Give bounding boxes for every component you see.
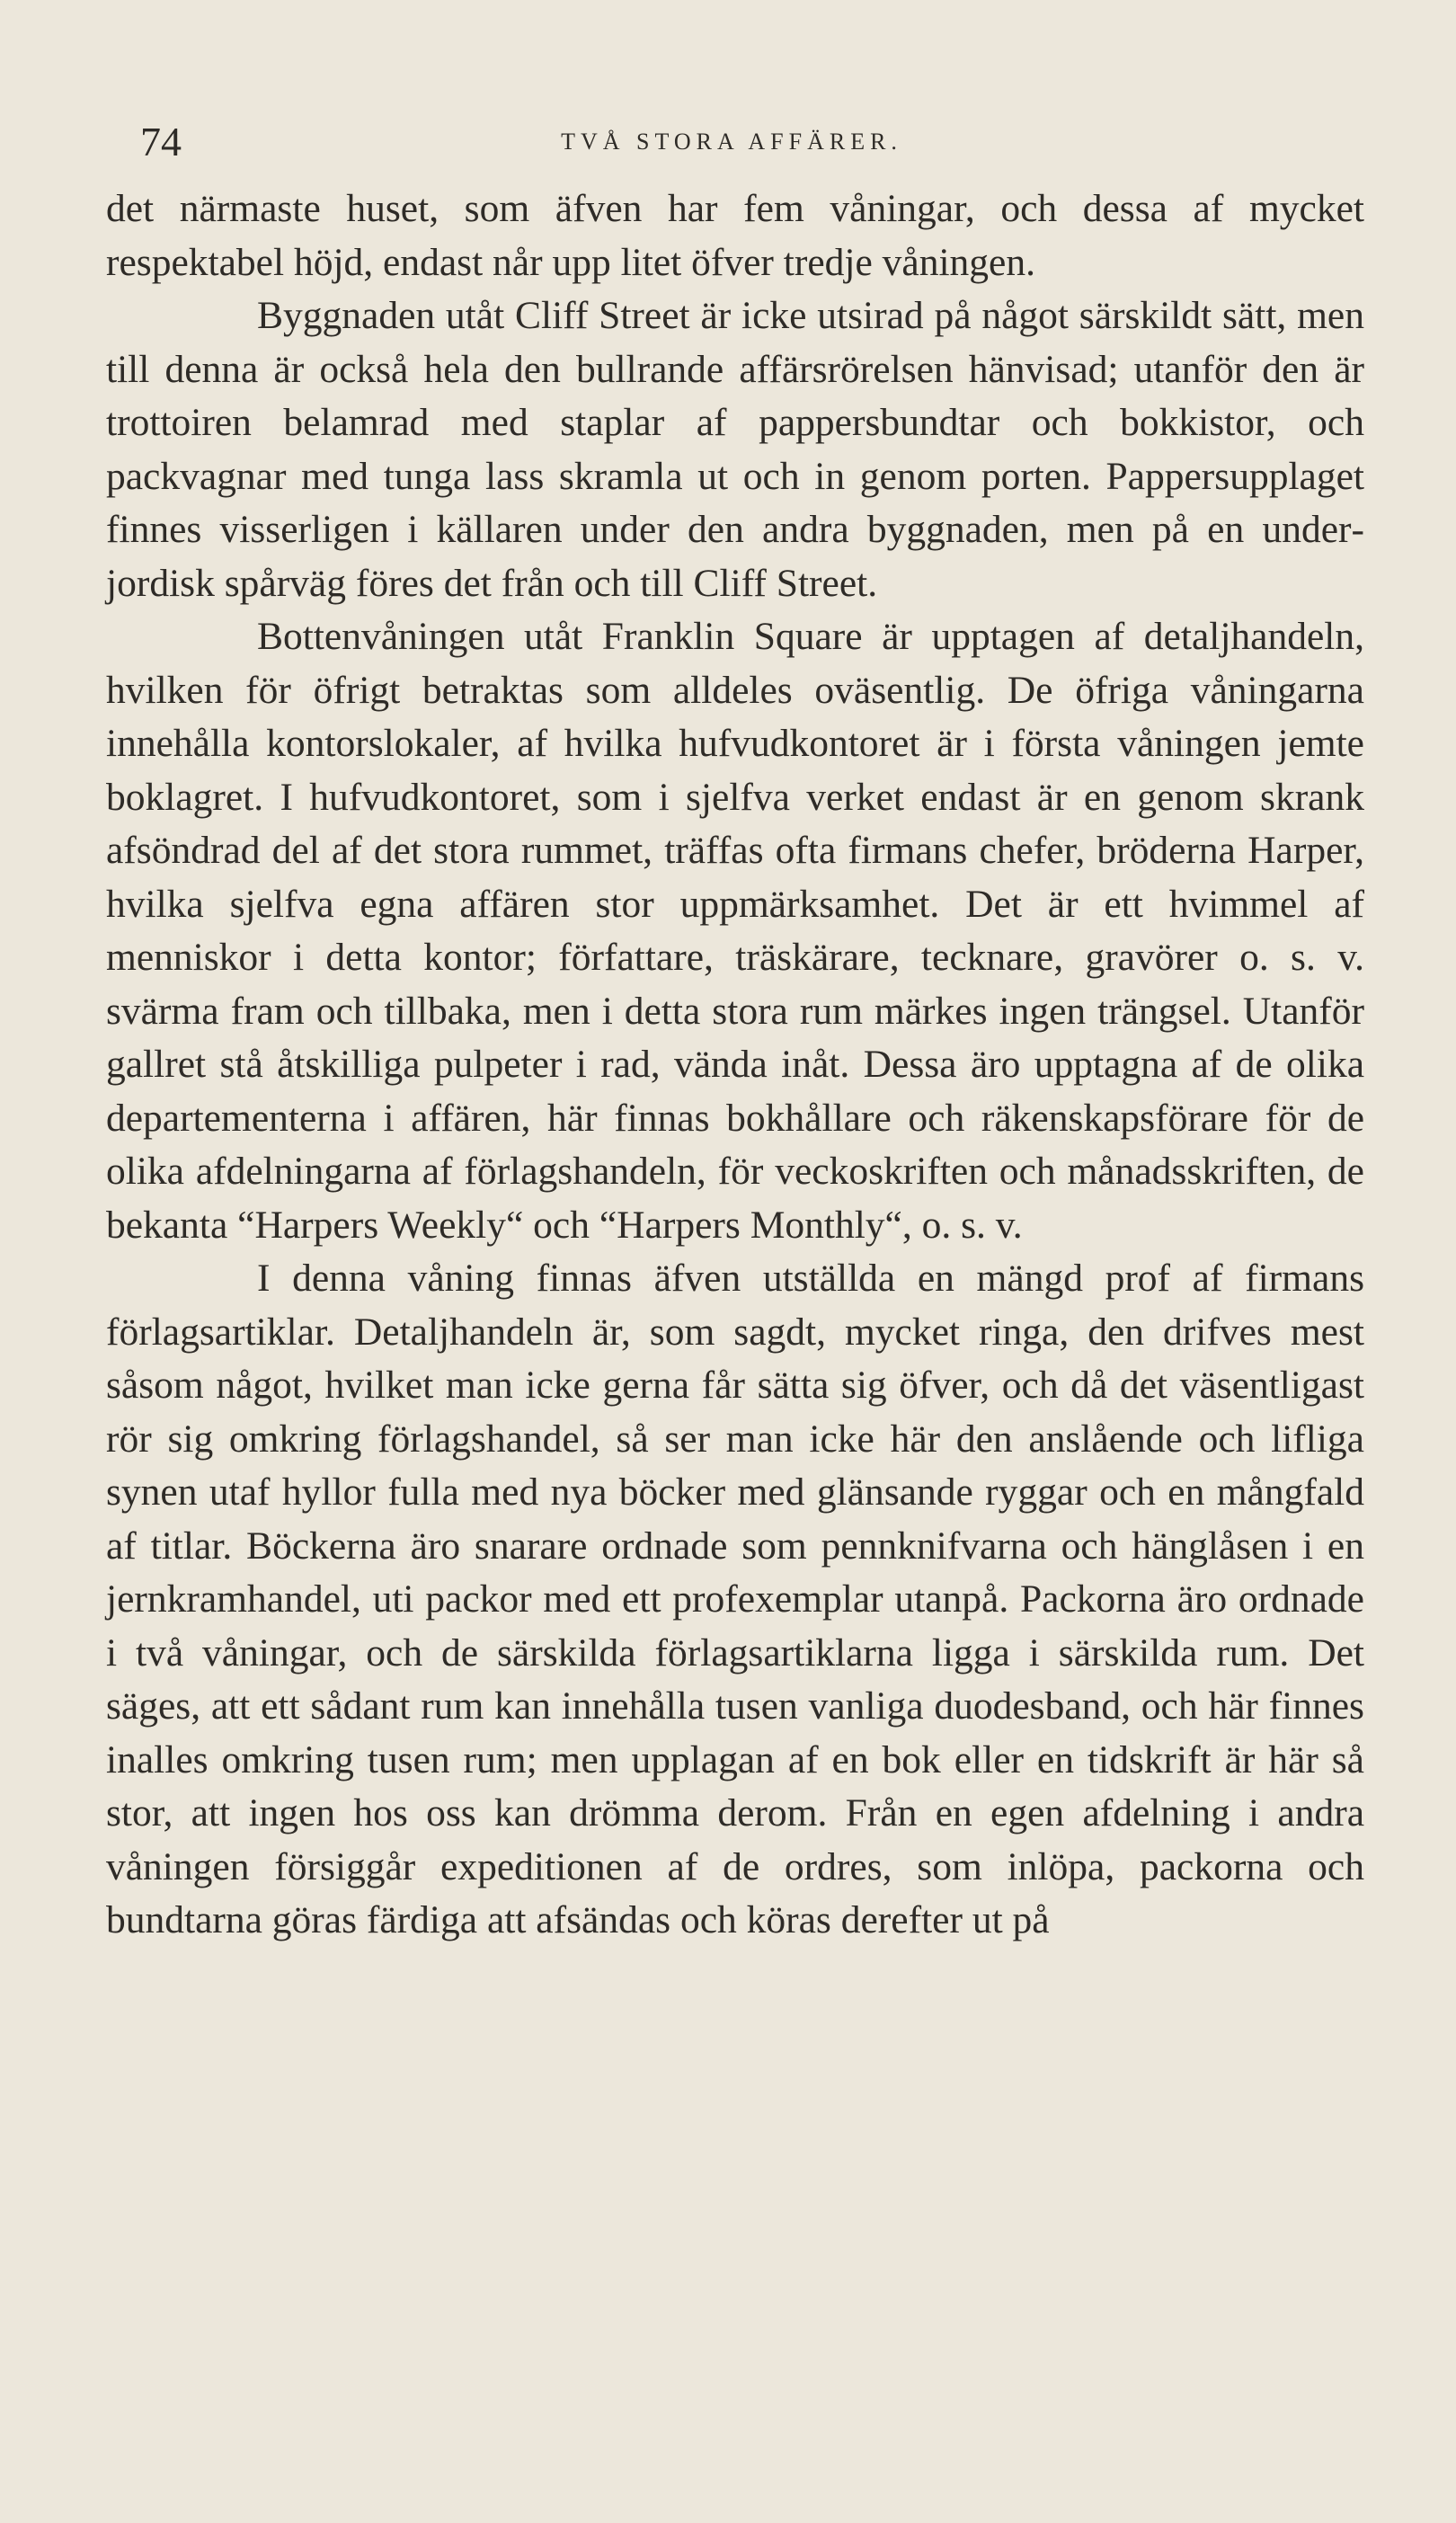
page-number: 74 — [140, 119, 182, 164]
paragraph-4: I denna våning finnas äfven utställda en mängd prof af firmans förlagsartiklar. Detaljhandeln är, som sagdt, mycket ringa, den drifves mest såsom något, hvilket man icke gerna får sätta sig öfver, och då det väsentligast rör sig omkring förlagshandel, så ser man icke här den anslående och lifliga synen utaf hyllor fulla med nya böcker med glänsande ryggar och en mångfald af titlar. Böckerna äro snarare ordnade som pennknifvarna och hänglåsen i en jernkramhandel, uti packor med ett profexemplar utanpå. Packorna äro ordnade i två våningar, och de särskilda förlagsartiklarna ligga i särskilda rum. Det säges, att ett sådant rum kan innehålla tusen vanliga duodesband, och här finnes inalles omkring tusen rum; men upplagan af en bok eller en tidskrift är här så stor, att ingen hos oss kan drömma derom. Från en egen afdelning i andra våningen försiggår expeditionen af de ordres, som inlöpa, packorna och bundtarna göras färdiga att afsändas och köras derefter ut på — [106, 1257, 1364, 1941]
paragraph-1: det närmaste huset, som äfven har fem våningar, och dessa af mycket respektabel höjd, endast når upp litet öfver tredje våningen. — [106, 187, 1364, 284]
body-text — [106, 182, 1364, 1948]
page-header — [106, 117, 1357, 171]
paragraph-3: Bottenvåningen utåt Franklin Square är upptagen af detaljhandeln, hvilken för öfrigt betraktas som alldeles oväsentlig. De öfriga våningarna innehålla kontorslokaler, af hvilka hufvudkontoret är i första våningen jemte boklagret. I hufvudkontoret, som i sjelfva verket endast är en genom skrank afsöndrad del af det stora rummet, träffas ofta firmans chefer, bröderna Harper, hvilka sjelfva egna affären stor uppmärksamhet. Det är ett hvimmel af menniskor i detta kontor; författare, träskärare, tecknare, gravörer o. s. v. svärma fram och tillbaka, men i detta stora rum märkes ingen trängsel. Utanför gallret stå åtskilliga pulpeter i rad, vända inåt. Dessa äro upptagna af de olika departementerna i affären, här finnas bokhållare och räkenskapsförare för de olika afdelningarna af förlagshandeln, för veckoskriften och månadsskriften, de bekanta “Harpers Weekly“ och “Harpers Monthly“, o. s. v. — [106, 615, 1364, 1247]
running-title: TVÅ STORA AFFÄRER. — [561, 129, 902, 155]
paragraph-2: Byggnaden utåt Cliff Street är icke utsirad på något särskildt sätt, men till denna är också hela den bullrande affärsrörelsen hänvisad; utanför den är trottoiren belamrad med staplar af pappersbundtar och bokkistor, och packvagnar med tunga lass skramla ut och in genom porten. Pappersupplaget finnes visserligen i källaren under den andra byggnaden, men på en underjordisk spårväg föres det från och till Cliff Street. — [106, 294, 1364, 605]
